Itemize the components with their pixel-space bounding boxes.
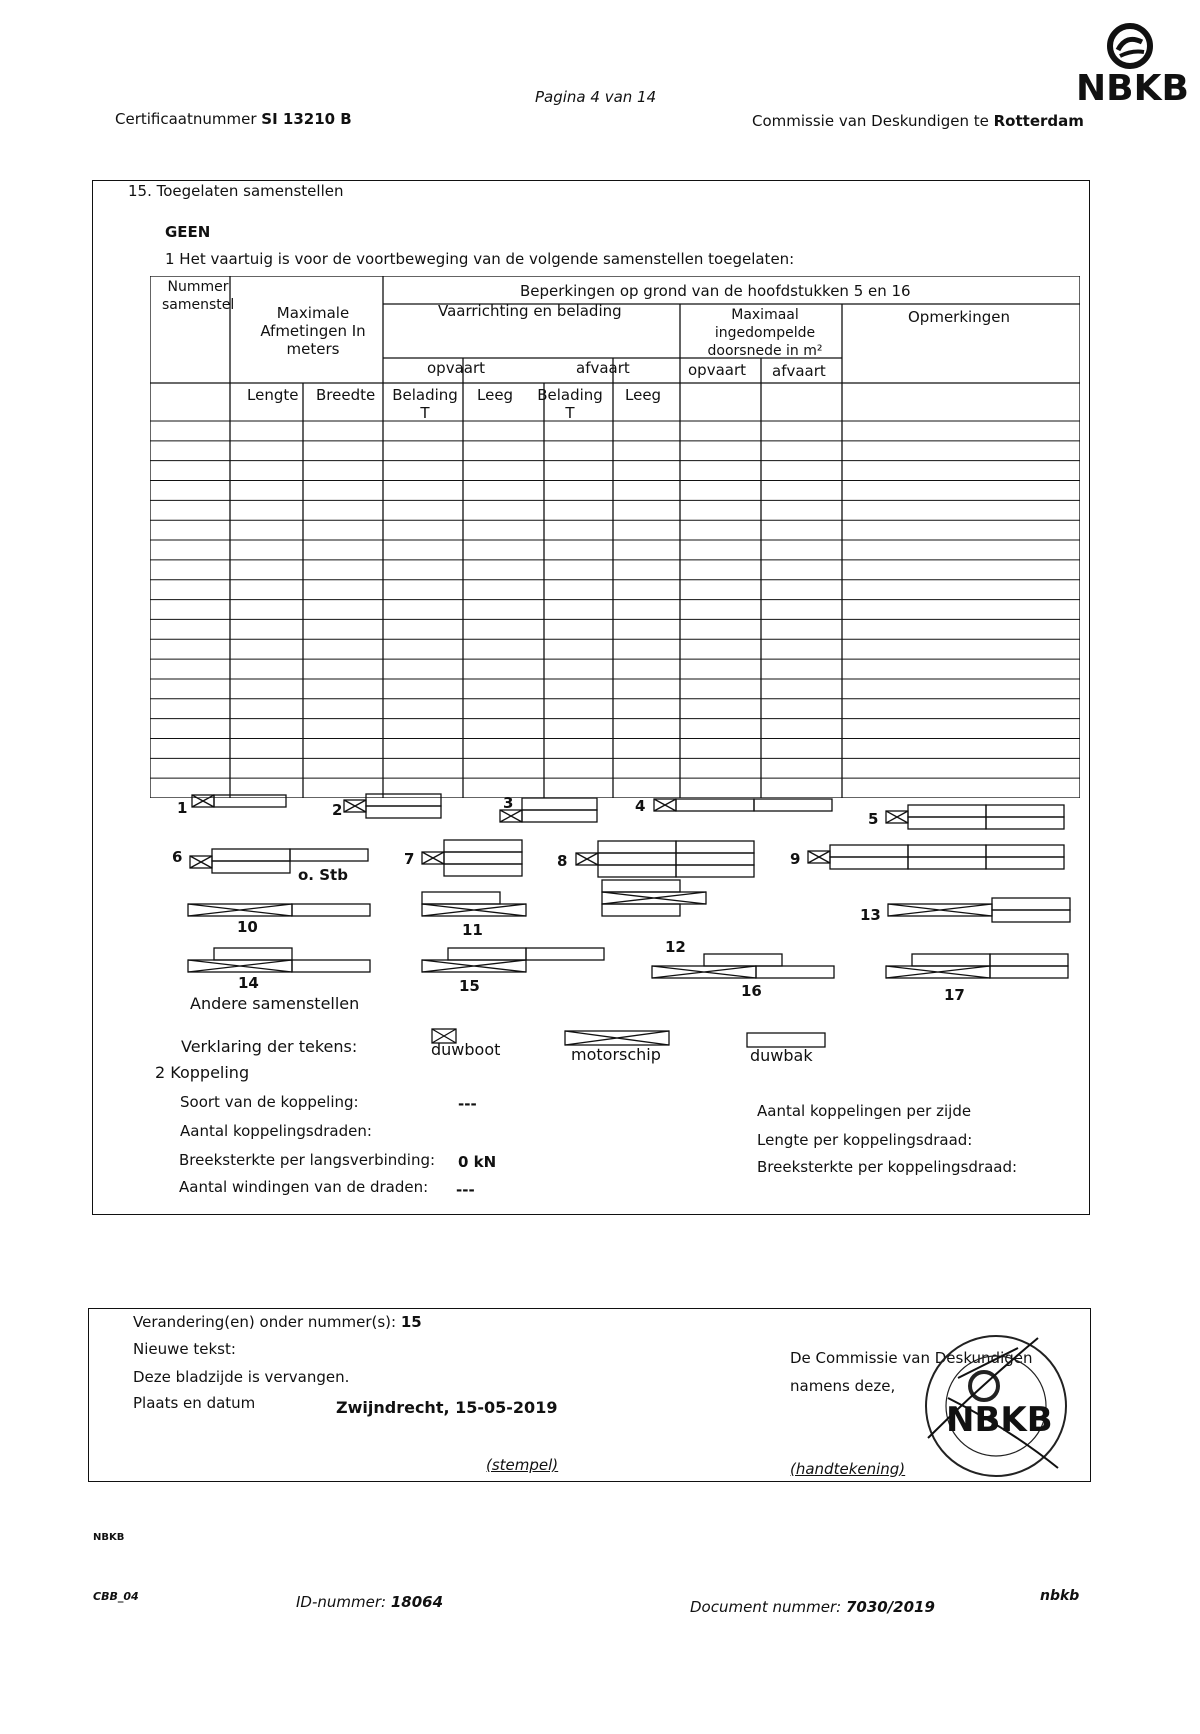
coupling-length-label: Lengte per koppelingsdraad: bbox=[757, 1131, 973, 1149]
section-15-title: 15. Toegelaten samenstellen bbox=[128, 182, 344, 200]
id-label: ID-nummer: bbox=[296, 1593, 387, 1611]
diagram-number: 8 bbox=[557, 852, 568, 870]
document-number-line bbox=[690, 1598, 935, 1616]
diagram-number: 17 bbox=[944, 986, 965, 1004]
coupling-turns-value: --- bbox=[456, 1181, 475, 1199]
on-behalf-label: namens deze, bbox=[790, 1377, 896, 1395]
certificate-label: Certificaatnummer bbox=[115, 110, 257, 128]
page-replaced-text: Deze bladzijde is vervangen. bbox=[133, 1368, 350, 1386]
changes-line bbox=[133, 1313, 422, 1331]
remarks-header: Opmerkingen bbox=[908, 308, 1010, 326]
convoy-diagrams bbox=[150, 786, 1090, 996]
legend-pusher: duwboot bbox=[431, 1040, 501, 1059]
changes-label: Verandering(en) onder nummer(s): bbox=[133, 1313, 397, 1331]
diagram-number: 9 bbox=[790, 850, 801, 868]
direction-header: Vaarrichting en belading bbox=[438, 302, 622, 320]
pagination: Pagina 4 van 14 bbox=[535, 88, 657, 106]
logo-text: NBKB bbox=[1076, 68, 1189, 109]
commission-line bbox=[752, 112, 1084, 130]
nbkb-logo bbox=[1070, 20, 1189, 110]
upstream-header: opvaart bbox=[427, 359, 486, 377]
cs-downstream-header: afvaart bbox=[772, 362, 826, 380]
coupling-turns-label: Aantal windingen van de draden: bbox=[179, 1178, 429, 1196]
coupling-cables-label: Aantal koppelingsdraden: bbox=[180, 1122, 372, 1140]
diagram-note: o. Stb bbox=[298, 866, 348, 884]
coupling-per-side-label: Aantal koppelingen per zijde bbox=[757, 1102, 972, 1120]
width-header: Breedte bbox=[316, 386, 376, 404]
diagram-number: 1 bbox=[177, 799, 188, 817]
seal-text: NBKB bbox=[946, 1400, 1053, 1440]
footer-brand: nbkb bbox=[1040, 1588, 1080, 1604]
diagram-number: 12 bbox=[665, 938, 686, 956]
diagram-number: 16 bbox=[741, 982, 762, 1000]
loaded-down-header: Belading T bbox=[537, 386, 603, 422]
footer-org: NBKB bbox=[93, 1532, 125, 1543]
doc-label: Document nummer: bbox=[690, 1598, 842, 1616]
place-date-value: Zwijndrecht, 15-05-2019 bbox=[336, 1398, 558, 1417]
restrictions-header: Beperkingen op grond van de hoofdstukken 5 en 16 bbox=[520, 282, 911, 300]
cross-section-header: Maximaal ingedompelde doorsnede in m² bbox=[707, 307, 823, 359]
new-text-label: Nieuwe tekst: bbox=[133, 1340, 236, 1358]
geen-text: GEEN bbox=[165, 223, 211, 241]
coupling-strength-cable-label: Breeksterkte per koppelingsdraad: bbox=[757, 1158, 1018, 1176]
legend-barge: duwbak bbox=[750, 1046, 813, 1065]
diagram-number: 2 bbox=[332, 801, 343, 819]
downstream-header: afvaart bbox=[576, 359, 630, 377]
coupling-strength-value: 0 kN bbox=[458, 1153, 497, 1171]
stamp-label: (stempel) bbox=[486, 1456, 559, 1474]
form-code: CBB_04 bbox=[93, 1590, 139, 1603]
diagram-number: 7 bbox=[404, 850, 415, 868]
cs-upstream-header: opvaart bbox=[688, 361, 747, 379]
place-date-label: Plaats en datum bbox=[133, 1394, 256, 1412]
certificate-number-line bbox=[115, 110, 352, 128]
id-number-line bbox=[296, 1593, 443, 1611]
loaded-up-header: Belading T bbox=[392, 386, 458, 422]
coupling-type-label: Soort van de koppeling: bbox=[180, 1093, 359, 1111]
commission-signature-label: De Commissie van Deskundigen bbox=[790, 1349, 1033, 1367]
intro-text: 1 Het vaartuig is voor de voortbeweging van de volgende samenstellen toegelaten: bbox=[165, 250, 795, 268]
doc-value: 7030/2019 bbox=[845, 1598, 935, 1616]
changes-value: 15 bbox=[400, 1313, 422, 1331]
id-value: 18064 bbox=[390, 1593, 444, 1611]
coupling-strength-label: Breeksterkte per langsverbinding: bbox=[179, 1151, 436, 1169]
diagram-number: 11 bbox=[462, 921, 483, 939]
coupling-title: 2 Koppeling bbox=[155, 1063, 250, 1082]
diagram-number: 15 bbox=[459, 977, 480, 995]
certificate-number: SI 13210 B bbox=[261, 110, 352, 128]
diagram-number: 6 bbox=[172, 848, 183, 866]
diagram-number: 14 bbox=[238, 974, 259, 992]
dimensions-header: Maximale Afmetingen In meters bbox=[260, 304, 366, 358]
col-number-header: Nummer samenstel bbox=[162, 279, 235, 313]
signature-label: (handtekening) bbox=[790, 1460, 906, 1478]
legend-motor-vessel: motorschip bbox=[571, 1045, 661, 1064]
commission-prefix: Commissie van Deskundigen te bbox=[752, 112, 989, 130]
other-combinations-label: Andere samenstellen bbox=[190, 994, 360, 1013]
legend-label: Verklaring der tekens: bbox=[181, 1037, 358, 1056]
diagram-number: 4 bbox=[635, 797, 646, 815]
diagram-number: 3 bbox=[503, 794, 514, 812]
diagram-number: 13 bbox=[860, 906, 881, 924]
diagram-number: 5 bbox=[868, 810, 879, 828]
diagram-number: 10 bbox=[237, 918, 258, 936]
empty-down-header: Leeg bbox=[625, 386, 662, 404]
commission-city: Rotterdam bbox=[993, 112, 1084, 130]
empty-up-header: Leeg bbox=[477, 386, 514, 404]
length-header: Lengte bbox=[247, 386, 299, 404]
coupling-type-value: --- bbox=[458, 1095, 477, 1113]
